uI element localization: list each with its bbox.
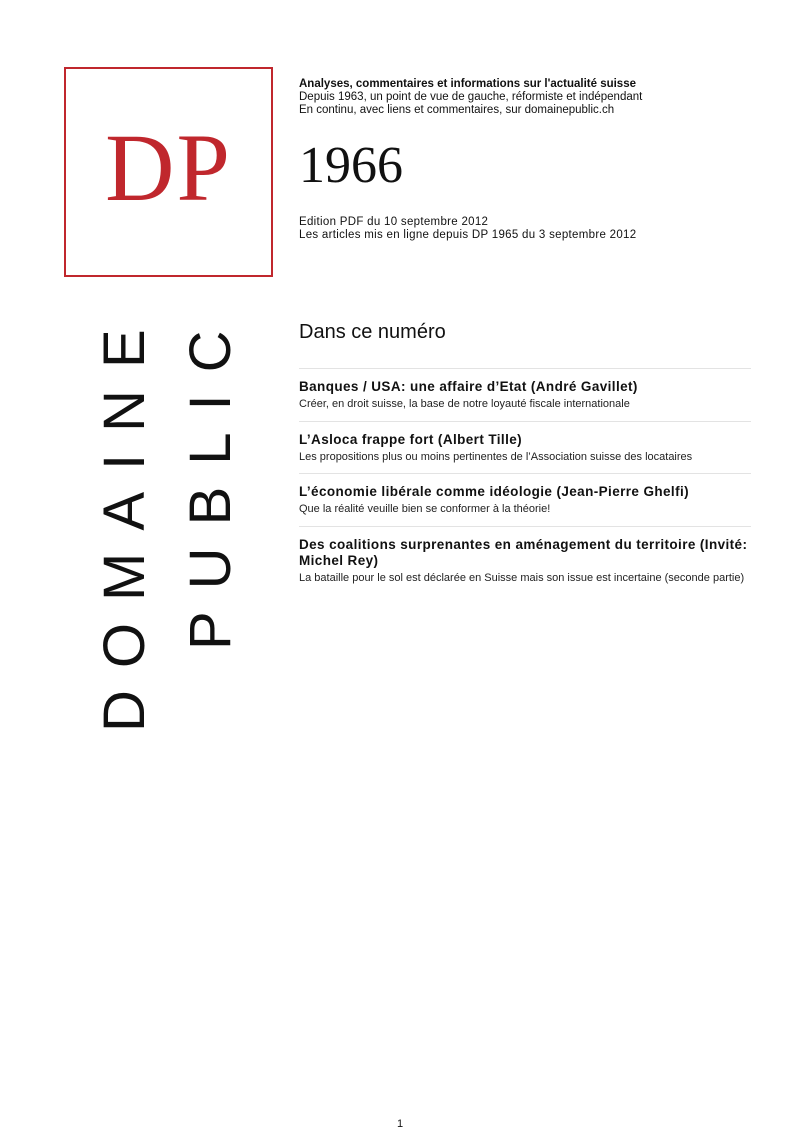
vertical-title-domaine: DOMAINE xyxy=(92,307,157,732)
toc-item[interactable] xyxy=(299,368,751,421)
vertical-title-public: PUBLIC xyxy=(178,308,243,650)
toc-item-subtitle: La bataille pour le sol est déclarée en Suisse mais son issue est incertaine (seconde partie) xyxy=(299,571,745,584)
toc-item-title[interactable]: L’économie libérale comme idéologie (Jean-Pierre Ghelfi) xyxy=(299,484,690,499)
toc-item[interactable] xyxy=(299,421,751,474)
tagline-website: En continu, avec liens et commentaires, sur domainepublic.ch xyxy=(299,104,615,116)
edition-info xyxy=(299,216,636,242)
toc-heading: Dans ce numéro xyxy=(299,321,446,343)
toc-item-subtitle: Que la réalité veuille bien se conformer à la théorie! xyxy=(299,503,551,515)
toc-item-title[interactable]: Banques / USA: une affaire d’Etat (André Gavillet) xyxy=(299,379,638,394)
tagline-main: Analyses, commentaires et informations sur l'actualité suisse xyxy=(299,78,636,90)
page-number: 1 xyxy=(396,1118,404,1130)
tagline-since: Depuis 1963, un point de vue de gauche, réformiste et indépendant xyxy=(299,91,643,103)
toc-item-title[interactable]: Des coalitions surprenantes en aménagement du territoire (Invité: Michel Rey) xyxy=(299,536,748,568)
header-taglines xyxy=(299,78,759,117)
edition-date: Edition PDF du 10 septembre 2012 xyxy=(299,216,489,228)
toc-item-title[interactable]: L’Asloca frappe fort (Albert Tille) xyxy=(299,431,523,447)
issue-number: 1966 xyxy=(299,137,403,194)
toc-item-subtitle: Les propositions plus ou moins pertinentes de l’Association suisse des locataires xyxy=(299,450,693,463)
dp-logo: DP xyxy=(105,113,232,221)
toc-item[interactable] xyxy=(299,473,751,526)
table-of-contents xyxy=(299,320,751,594)
logo-box xyxy=(64,67,273,277)
toc-item-subtitle: Créer, en droit suisse, la base de notre loyauté fiscale internationale xyxy=(299,398,630,410)
edition-range: Les articles mis en ligne depuis DP 1965 du 3 septembre 2012 xyxy=(299,229,637,241)
toc-item[interactable] xyxy=(299,526,751,595)
